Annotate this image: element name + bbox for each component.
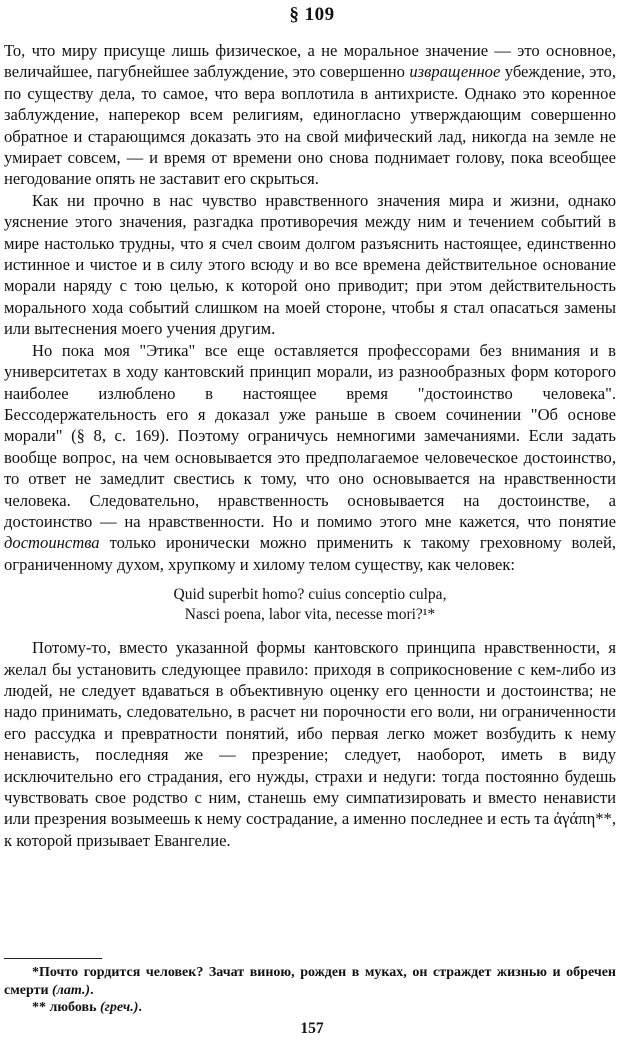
footnote-2: [4, 999, 616, 1017]
paragraph-1-italic: извращенное: [409, 62, 501, 82]
page-number: 157: [300, 1020, 324, 1037]
footnote-2-text-a: ** любовь: [32, 1000, 100, 1015]
latin-verse: [4, 585, 616, 625]
footnote-divider: [4, 958, 102, 959]
footnote-2-text-b: .: [138, 1000, 142, 1015]
verse-line-2: Nasci poena, labor vita, necesse mori?¹*: [184, 606, 436, 624]
paragraph-3: [4, 340, 616, 575]
section-heading: § 109: [289, 4, 335, 25]
paragraph-4: Потому-то, вместо указанной формы кантовского принципа нравственности, я желал бы установить следующее правило: приходя в соприкосновение с кем-либо из людей, не следует вдаваться в объективную оценку его ценности и достоинства; не надо принимать, следовательно, в расчет ни порочности его воли, ни ограниченности его рассудка и превратности понятий, ибо первая легко может возбудить к нему ненависть, последняя же — презрение; следует, наоборот, иметь в виду исключительно его страдания, его нужды, страхи и недуги: тогда постоянно будешь чувствовать свое родство с ним, станешь ему симпатизировать и вместо ненависти или презрения возымеешь к нему сострадание, а именно последнее и есть та ἀγάπη**, к которой призывает Евангелие.: [4, 638, 616, 850]
paragraph-3-text-a: Но пока моя "Этика" все еще оставляется профессорами без внимания и в университетах в ходу кантовский принцип морали, из разнообразных форм которого наиболее излюблено в настоящее время "достоинство человека". Бессодержательность его я доказал уже раньше в своем сочинении "Об основе морали" (§ 8, с. 169). Поэтому ограничусь немногими замечаниями. Если задать вообще вопрос, на чем основывается это предполагаемое человеческое достоинство, то ответ не замедлит свестись к тому, что оно основывается на нравственности человека. Следовательно, нравственность основывается на достоинстве, а достоинство — на нравственности. Но и помимо этого мне кажется, что понятие: [4, 340, 616, 531]
paragraph-1-text-b: убеждение, это, по существу дела, то самое, что вера воплотила в антихристе. Однако это коренное заблуждение, наперекор всем религиям, единогласно утверждающим совершенно обратное и старающимся доказать это на свой мифический лад, никогда на земле не умирает совсем, — и время от времени оно снова поднимает голову, пока всеобщее негодование опять не заставит его скрыться.: [4, 62, 616, 189]
footnote-1-text-a: *Почто гордится человек? Зачат виною, рожден в муках, он страждет жизнью и обречен смерти: [4, 965, 616, 998]
footnotes: [4, 964, 616, 1017]
book-page: [4, 0, 620, 1044]
main-text: [4, 40, 616, 851]
footnote-2-italic: (греч.): [99, 1000, 139, 1015]
paragraph-3-italic: достоинства: [4, 533, 100, 553]
footnote-1-italic: (лат.): [52, 982, 91, 998]
paragraph-1-text-a: То, что миру присуще лишь физическое, а не моральное значение — это основное, величайшее, пагубнейшее заблуждение, это совершенно: [4, 41, 616, 82]
footnote-1: [4, 964, 616, 999]
verse-line-1: Quid superbit homo? cuius conceptio culpa,: [173, 586, 447, 604]
paragraph-3-text-b: только иронически можно применить к такому греховному волей, ограниченному духом, хрупкому и хилому телом существу, как человек:: [4, 533, 616, 574]
paragraph-2: Как ни прочно в нас чувство нравственного значения мира и жизни, однако уяснение этого значения, разгадка противоречия между ним и течением событий в мире настолько трудны, что я счел своим долгом разъяснить настоящее, единственно истинное и чистое и в силу этого всюду и во все времена действительное основание морали наряду с тою целью, к которой оно приводит; при этом действительность морального хода событий слишком на моей стороне, чтобы я стал опасаться замены или вытеснения моего учения другим.: [4, 190, 616, 339]
paragraph-1: [4, 40, 616, 190]
footnote-1-text-b: .: [90, 982, 94, 998]
